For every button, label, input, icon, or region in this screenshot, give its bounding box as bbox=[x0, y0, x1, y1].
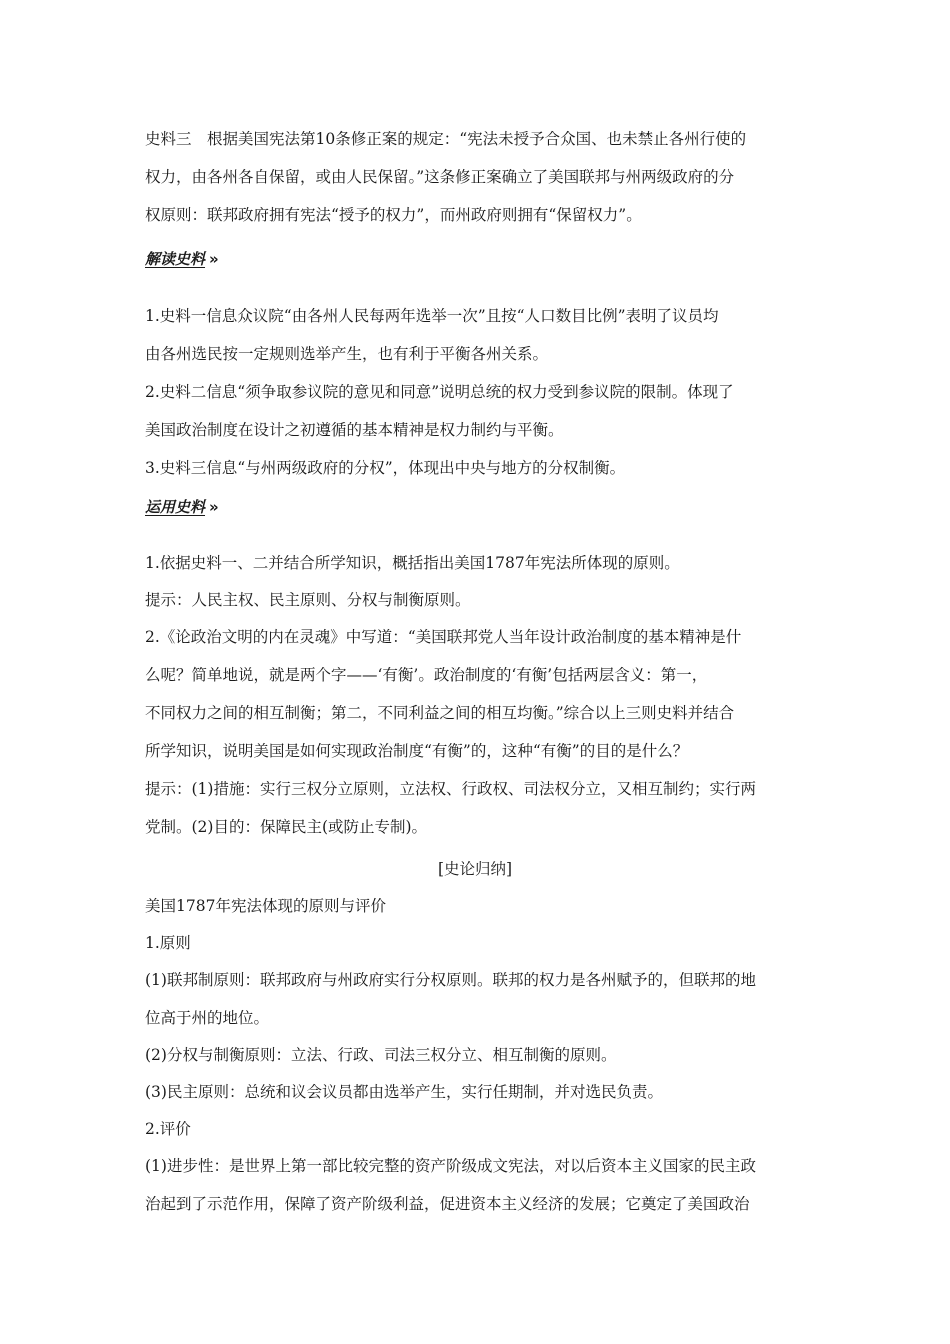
summary-evaluation-1-line-2: 治起到了示范作用，保障了资产阶级利益，促进资本主义经济的发展；它奠定了美国政治 bbox=[145, 1195, 750, 1213]
interpret-item-2-line-1: 2.史料二信息“须争取参议院的意见和同意”说明总统的权力受到参议院的限制。体现了 bbox=[145, 383, 734, 401]
apply-question-1: 1.依据史料一、二并结合所学知识，概括指出美国1787年宪法所体现的原则。 bbox=[145, 554, 680, 572]
source3-line-1: 史料三 根据美国宪法第10条修正案的规定：“宪法未授予合众国、也未禁止各州行使的 bbox=[145, 130, 747, 148]
summary-evaluation-1-line-1: (1)进步性：是世界上第一部比较完整的资产阶级成文宪法，对以后资本主义国家的民主政 bbox=[145, 1157, 756, 1175]
apply-question-2-line-3: 不同权力之间的相互制衡；第二，不同利益之间的相互均衡。”综合以上三则史料并结合 bbox=[145, 704, 735, 722]
apply-question-2-line-2: 么呢？简单地说，就是两个字——‘有衡’。政治制度的‘有衡’包括两层含义：第一， bbox=[145, 666, 708, 684]
apply-question-2-line-4: 所学知识，说明美国是如何实现政治制度“有衡”的，这种“有衡”的目的是什么？ bbox=[145, 742, 689, 760]
interpret-item-1-line-2: 由各州选民按一定规则选举产生，也有利于平衡各州关系。 bbox=[145, 345, 549, 363]
double-chevron-icon: » bbox=[209, 250, 216, 268]
apply-answer-1: 提示：人民主权、民主原则、分权与制衡原则。 bbox=[145, 591, 471, 609]
apply-answer-2-line-1: 提示：(1)措施：实行三权分立原则，立法权、行政权、司法权分立，又相互制约；实行两 bbox=[145, 780, 756, 798]
interpret-item-1-line-1: 1.史料一信息众议院“由各州人民每两年选举一次”且按“人口数目比例”表明了议员均 bbox=[145, 307, 719, 325]
interpret-item-2-line-2: 美国政治制度在设计之初遵循的基本精神是权力制约与平衡。 bbox=[145, 421, 564, 439]
section-heading-interpret-title: 解读史料 bbox=[145, 250, 206, 268]
summary-principle-1-line-1: (1)联邦制原则：联邦政府与州政府实行分权原则。联邦的权力是各州赋予的，但联邦的地 bbox=[145, 971, 756, 989]
apply-question-2-line-1: 2.《论政治文明的内在灵魂》中写道：“美国联邦党人当年设计政治制度的基本精神是什 bbox=[145, 628, 742, 646]
section-heading-interpret bbox=[145, 249, 216, 269]
source3-line-2: 权力，由各州各自保留，或由人民保留。”这条修正案确立了美国联邦与州两级政府的分 bbox=[145, 168, 735, 186]
section-heading-apply-title: 运用史料 bbox=[145, 498, 206, 516]
summary-heading-principles: 1.原则 bbox=[145, 934, 191, 952]
summary-principle-3: (3)民主原则：总统和议会议员都由选举产生，实行任期制，并对选民负责。 bbox=[145, 1083, 663, 1101]
summary-title: [史论归纳] bbox=[437, 860, 513, 878]
apply-answer-2-line-2: 党制。(2)目的：保障民主(或防止专制)。 bbox=[145, 818, 428, 836]
summary-subtitle: 美国1787年宪法体现的原则与评价 bbox=[145, 897, 386, 915]
summary-principle-1-line-2: 位高于州的地位。 bbox=[145, 1009, 270, 1027]
summary-heading-evaluation: 2.评价 bbox=[145, 1120, 191, 1138]
interpret-item-3-line-1: 3.史料三信息“与州两级政府的分权”，体现出中央与地方的分权制衡。 bbox=[145, 459, 626, 477]
source3-line-3: 权原则：联邦政府拥有宪法“授予的权力”，而州政府则拥有“保留权力”。 bbox=[145, 206, 642, 224]
section-heading-apply bbox=[145, 497, 216, 517]
double-chevron-icon: » bbox=[209, 498, 216, 516]
summary-principle-2: (2)分权与制衡原则：立法、行政、司法三权分立、相互制衡的原则。 bbox=[145, 1046, 617, 1064]
